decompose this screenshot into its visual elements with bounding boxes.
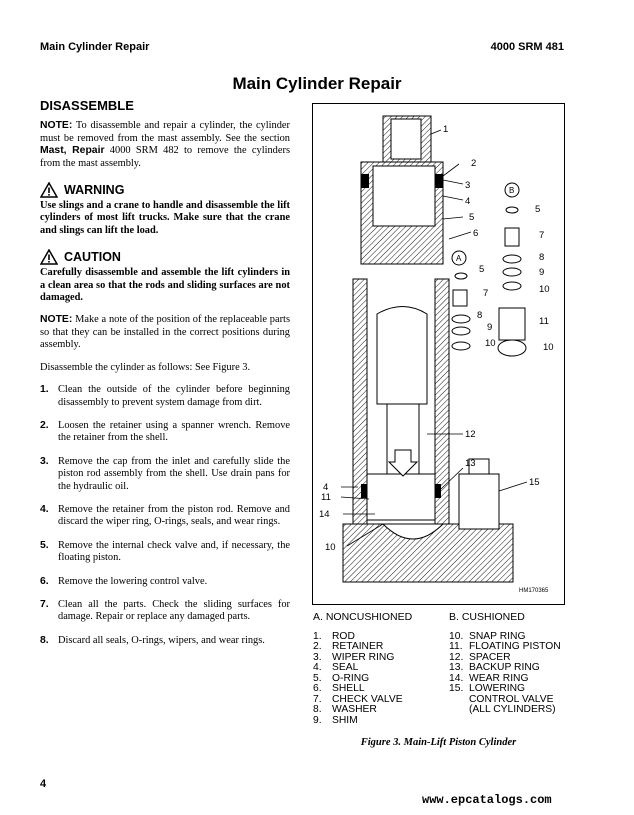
- step-number: 5.: [40, 539, 49, 551]
- callout: 11: [539, 316, 549, 327]
- step-item: [40, 599, 290, 624]
- legend-item: 5. O-RING: [313, 672, 370, 684]
- callout: 7: [539, 230, 545, 241]
- figure-frame: [312, 103, 565, 605]
- legend-item: 13. BACKUP RING: [449, 662, 540, 673]
- step-number: 3.: [40, 455, 49, 467]
- warning-triangle-icon: [40, 182, 58, 198]
- step-text: Clean the outside of the cylinder before beginning disassembly to prevent system damage from dirt.: [58, 384, 290, 408]
- callout: 5: [535, 204, 541, 215]
- intro-text: Disassemble the cylinder as follows: See Figure 3.: [40, 361, 251, 373]
- note-label: NOTE:: [40, 120, 73, 132]
- step-text: Remove the lowering control valve.: [58, 575, 208, 587]
- detail-b-label: B: [509, 186, 515, 195]
- step-text: Remove the cap from the inlet and carefully slide the piston rod assembly from the shell. Use drain pans for the hydraulic oil.: [58, 455, 290, 492]
- legend-heading-a: A. NONCUSHIONED: [313, 611, 413, 623]
- caution-heading: [40, 249, 290, 265]
- legend-item: 15. LOWERING: [449, 683, 526, 694]
- legend-column-b: [449, 612, 561, 716]
- running-header-left: Main Cylinder Repair: [40, 41, 150, 53]
- step-number: 2.: [40, 419, 49, 431]
- step-text: Discard all seals, O-rings, wipers, and wear rings.: [58, 634, 265, 646]
- page-number: 4: [40, 778, 47, 790]
- legend-item: 7. CHECK VALVE: [313, 693, 403, 705]
- legend-item: 3. WIPER RING: [313, 651, 395, 663]
- step-item: [40, 420, 290, 445]
- legend-item: 4. SEAL: [313, 662, 359, 673]
- detail-a-label: A: [456, 254, 462, 263]
- legend-column-a: [313, 612, 412, 726]
- legend-item: 2. RETAINER: [313, 641, 384, 652]
- note-label-2: NOTE:: [40, 314, 73, 326]
- callout: 1: [443, 124, 449, 135]
- legend-item: 11. FLOATING PISTON: [449, 641, 561, 652]
- steps-list: [40, 384, 290, 647]
- legend-item: (ALL CYLINDERS): [469, 704, 556, 715]
- step-item: [40, 384, 290, 409]
- step-number: 6.: [40, 575, 49, 587]
- callout: 4: [465, 196, 471, 207]
- legend-item: 8. WASHER: [313, 704, 377, 715]
- callout: 5: [469, 212, 475, 223]
- step-text: Clean all the parts. Check the sliding surfaces for damage. Repair or replace any damaged parts.: [58, 598, 290, 623]
- note-paragraph: [40, 120, 290, 170]
- callout: 9: [539, 267, 545, 278]
- legend-item: 14. WEAR RING: [449, 672, 529, 684]
- callout: 11: [321, 492, 331, 503]
- legend-item: 10. SNAP RING: [449, 630, 526, 642]
- running-header-right: 4000 SRM 481: [490, 41, 564, 53]
- step-item: [40, 635, 290, 647]
- section-heading: DISASSEMBLE: [40, 98, 134, 113]
- callout: 8: [477, 310, 483, 321]
- step-number: 1.: [40, 384, 49, 396]
- callout: 13: [465, 458, 476, 469]
- legend-item: 6. SHELL: [313, 683, 365, 694]
- callout: 6: [473, 228, 479, 239]
- callout: 12: [465, 429, 476, 440]
- note-text-2: Make a note of the position of the replaceable parts so that they can be installed in the correct positions during assembly.: [40, 314, 290, 351]
- warning-title: WARNING: [64, 182, 125, 197]
- step-item: [40, 504, 290, 529]
- page-title: Main Cylinder Repair: [232, 74, 402, 93]
- step-text: Loosen the retainer using a spanner wrench. Remove the retainer from the shell.: [58, 419, 290, 444]
- legend-item: 12. SPACER: [449, 651, 511, 663]
- legend-item: CONTROL VALVE: [469, 693, 554, 705]
- callout: 2: [471, 158, 477, 169]
- watermark-link[interactable]: www.epcatalogs.com: [422, 793, 552, 807]
- legend-item: 1. ROD: [313, 630, 355, 642]
- callout: 3: [465, 180, 471, 191]
- callout: 9: [487, 322, 493, 333]
- legend-heading-b: B. CUSHIONED: [449, 611, 525, 623]
- step-number: 7.: [40, 598, 49, 610]
- callout: 5: [479, 264, 485, 275]
- note-text-post: 4000 SRM 482 to remove the cylinders from the mast assembly.: [40, 145, 290, 169]
- callout: 10: [325, 542, 336, 553]
- step-item: [40, 576, 290, 588]
- figure-code: HM170365: [519, 588, 549, 594]
- step-number: 8.: [40, 634, 49, 646]
- caution-triangle-icon: [40, 249, 58, 265]
- warning-text: Use slings and a crane to handle and disassemble the lift cylinders of most lift trucks. Make sure that the crane and slings can lift the load.: [40, 200, 290, 236]
- note-paragraph-2: [40, 314, 290, 351]
- callout: 4: [323, 482, 329, 493]
- callout: 10: [543, 342, 554, 353]
- left-column: [40, 100, 290, 658]
- callout: 8: [539, 252, 545, 263]
- warning-heading: [40, 182, 290, 198]
- callout: 7: [483, 288, 489, 299]
- step-item: [40, 540, 290, 565]
- legend-item: 9. SHIM: [313, 714, 358, 726]
- caution-title: CAUTION: [64, 250, 121, 265]
- callout: 15: [529, 477, 540, 488]
- callout: 14: [319, 509, 330, 520]
- cylinder-illustration: [313, 104, 564, 604]
- callout: 10: [539, 284, 550, 295]
- caution-text: Carefully disassemble and assemble the lift cylinders in a clean area so that the rods and sliding surfaces are not damaged.: [40, 267, 290, 304]
- step-item: [40, 456, 290, 493]
- figure-caption: Figure 3. Main-Lift Piston Cylinder: [360, 737, 517, 748]
- note-reference: Mast, Repair: [40, 145, 105, 157]
- step-number: 4.: [40, 503, 49, 515]
- step-text: Remove the retainer from the piston rod. Remove and discard the wiper ring, O-rings, seals, and wear rings.: [58, 503, 290, 528]
- callout: 10: [485, 338, 496, 349]
- step-text: Remove the internal check valve and, if necessary, the floating piston.: [58, 539, 290, 564]
- note-text-pre: To disassemble and repair a cylinder, the cylinder must be removed from the mast assembly. See the section: [40, 120, 290, 144]
